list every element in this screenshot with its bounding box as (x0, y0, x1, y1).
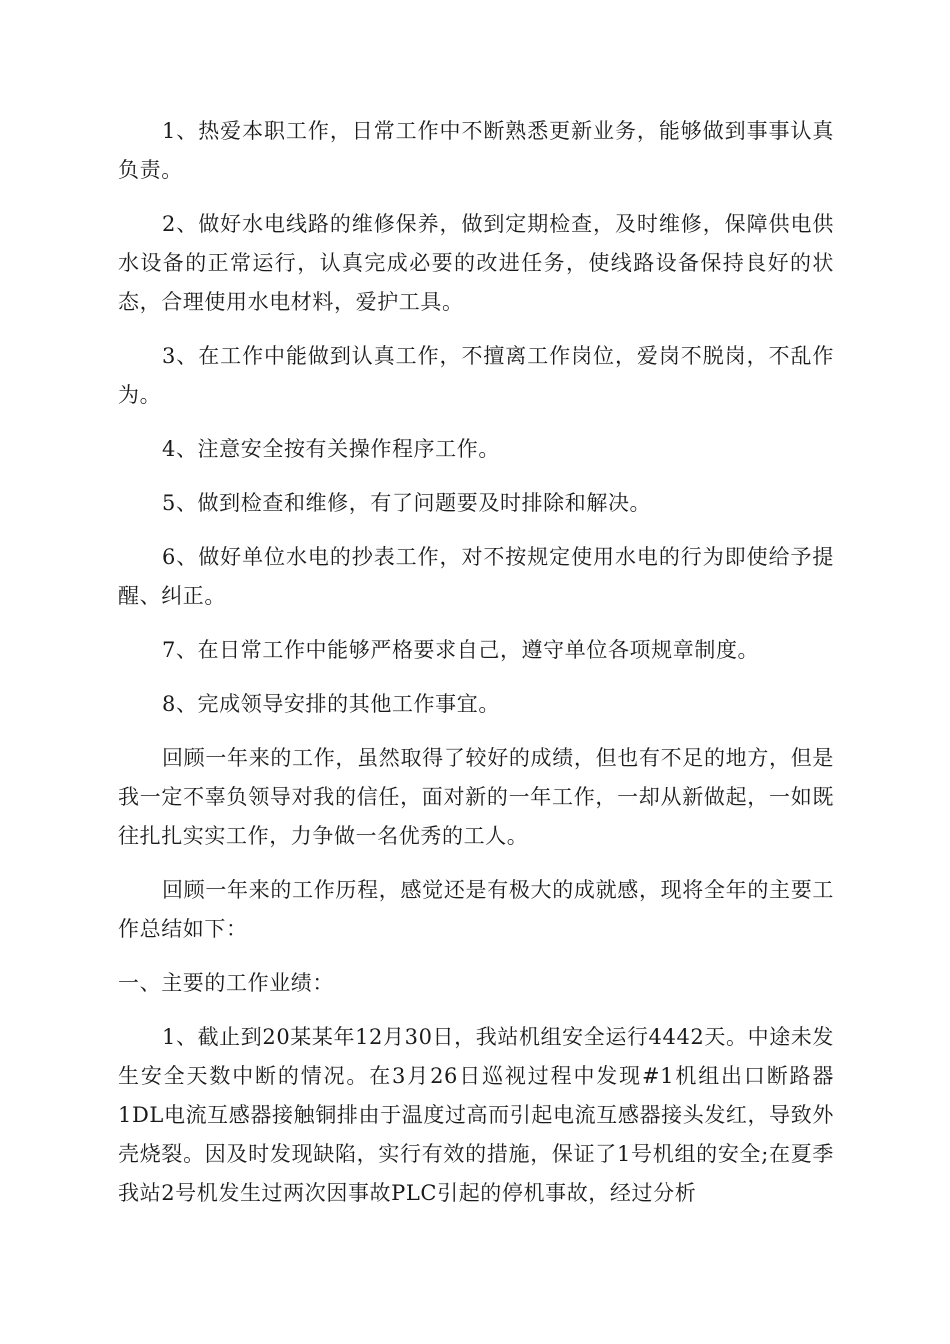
paragraph-item-8: 8、完成领导安排的其他工作事宜。 (162, 692, 500, 716)
paragraph-item-5: 5、做到检查和维修，有了问题要及时排除和解决。 (162, 491, 652, 515)
document-body (118, 112, 834, 1228)
paragraph-item-2: 2、做好水电线路的维修保养，做到定期检查，及时维修，保障供电供水设备的正常运行，认真完成必要的改进任务，使线路设备保持良好的状态，合理使用水电材料，爱护工具。 (118, 212, 834, 314)
summary-intro-paragraph: 回顾一年来的工作历程，感觉还是有极大的成就感，现将全年的主要工作总结如下： (118, 878, 834, 941)
paragraph-item-3: 3、在工作中能做到认真工作，不擅离工作岗位，爱岗不脱岗，不乱作为。 (118, 344, 834, 407)
paragraph-item-6: 6、做好单位水电的抄表工作，对不按规定使用水电的行为即使给予提醒、纠正。 (118, 545, 834, 608)
paragraph-item-7: 7、在日常工作中能够严格要求自己，遵守单位各项规章制度。 (162, 638, 760, 662)
paragraph-item-1: 1、热爱本职工作，日常工作中不断熟悉更新业务，能够做到事事认真负责。 (118, 119, 834, 182)
section-heading: 一、主要的工作业绩： (118, 971, 334, 995)
review-paragraph: 回顾一年来的工作，虽然取得了较好的成绩，但也有不足的地方，但是我一定不辜负领导对我的信任，面对新的一年工作，一却从新做起，一如既往扎扎实实工作，力争做一名优秀的工人。 (118, 746, 834, 848)
achievement-paragraph-1: 1、截止到20某某年12月30日，我站机组安全运行4442天。中途未发生安全天数中断的情况。在3月26日巡视过程中发现#1机组出口断路器1DL电流互感器接触铜排由于温度过高而引起电流互感器接头发红，导致外壳烧裂。因及时发现缺陷，实行有效的措施，保证了1号机组的安全;在夏季我站2号机发生过两次因事故PLC引起的停机事故，经过分析 (118, 1025, 834, 1205)
paragraph-item-4: 4、注意安全按有关操作程序工作。 (162, 437, 500, 461)
